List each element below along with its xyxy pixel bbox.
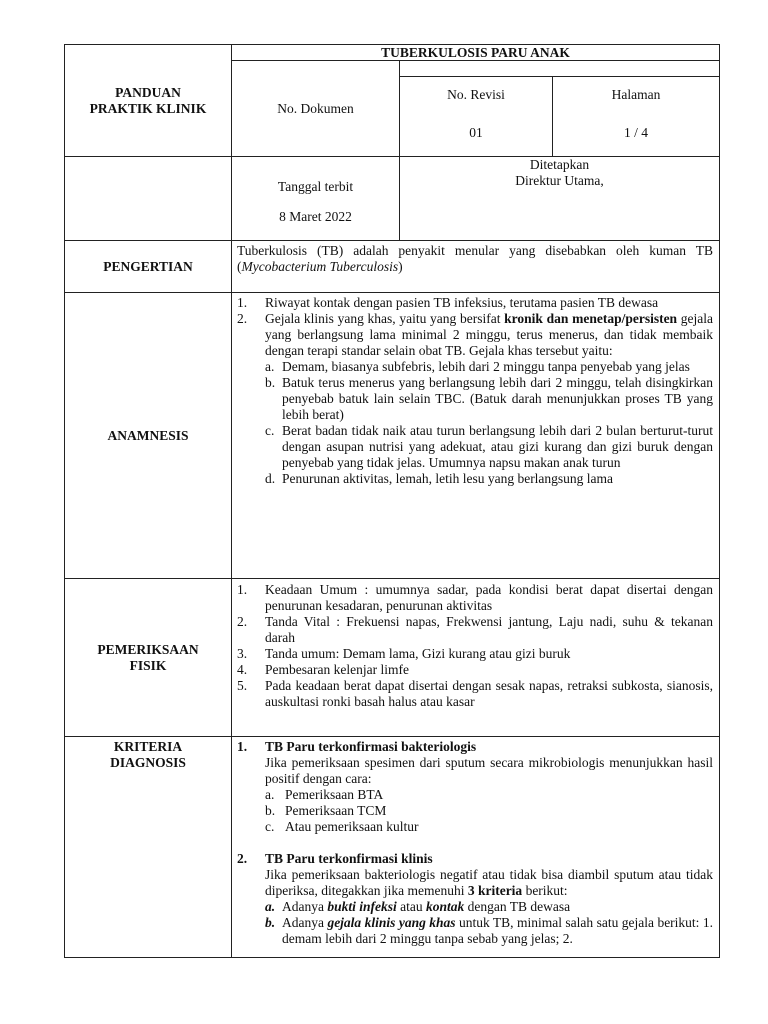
halaman-cell: [553, 77, 720, 157]
anamnesis-item-2a: Gejala klinis yang khas, yaitu yang bersifat: [265, 311, 505, 326]
tanggal-label: Tanggal terbit: [277, 178, 354, 194]
sub-item: a. Pemeriksaan BTA: [265, 787, 384, 802]
anamnesis-item-2-bold: kronik dan menetap/persisten: [504, 311, 678, 326]
pemeriksaan-content: [232, 579, 720, 737]
kriteria-label-cell: [65, 737, 232, 958]
pemeriksaan-label-cell: [65, 579, 232, 737]
empty-label-cell: [65, 157, 232, 241]
kriteria-content: [232, 737, 720, 958]
kriteria-list: [237, 739, 713, 947]
kriteria-sec1-sublist: [265, 787, 713, 835]
pemeriksaan-label-1: PEMERIKSAAN: [97, 641, 199, 657]
list-item: 1. TB Paru terkonfirmasi bakteriologis Jika pemeriksaan spesimen dari sputum secara mikrobiologis menunjukkan hasil positif dengan cara: a. Pemeriksaan BTA b. Pemeriksaan TCM c. Atau pemeriksaan kultur: [237, 739, 713, 834]
no-revisi-cell: [400, 77, 553, 157]
anamnesis-list: [237, 295, 713, 487]
anamnesis-item-2b: gejala yang berlangsung lama minimal 2 minggu, terus menerus, dan tidak membaik dengan terapi standar selain obat TB. Gejala khas tersebut yaitu:: [265, 311, 713, 358]
pengertian-label: PENGERTIAN: [103, 258, 193, 274]
halaman-value: 1 / 4: [623, 125, 648, 140]
no-revisi-value: 01: [469, 125, 483, 140]
no-dokumen-cell: [232, 61, 400, 157]
ditetapkan-line2: Direktur Utama,: [515, 173, 604, 188]
kriteria-label-2: DIAGNOSIS: [110, 755, 186, 770]
kriteria-label-1: KRITERIA: [113, 739, 183, 754]
clinical-guideline-table: [64, 44, 720, 958]
no-dokumen-label: No. Dokumen: [277, 100, 354, 116]
ditetapkan-cell: [400, 157, 720, 241]
pengertian-label-cell: [65, 241, 232, 293]
pemeriksaan-label-2: FISIK: [129, 657, 167, 673]
list-item: 2. Tanda Vital : Frekuensi napas, Frekwensi jantung, Laju nadi, suhu & tekanan darah: [237, 614, 713, 645]
anamnesis-label: ANAMNESIS: [107, 427, 189, 443]
pengertian-text-2: ): [398, 259, 403, 274]
list-item: 5. Pada keadaan berat dapat disertai dengan sesak napas, retraksi subkosta, sianosis, auskultasi ronki basah halus atau kasar: [237, 678, 713, 709]
anamnesis-item-1: Riwayat kontak dengan pasien TB infeksius, terutama pasien TB dewasa: [265, 295, 659, 310]
kriteria-sec2-title: TB Paru terkonfirmasi klinis: [265, 851, 433, 866]
sub-item: a. Demam, biasanya subfebris, lebih dari 2 minggu tanpa penyebab yang jelas: [265, 359, 690, 374]
kriteria-sec1-title: TB Paru terkonfirmasi bakteriologis: [265, 739, 477, 754]
pemeriksaan-list: [237, 582, 713, 710]
spacer-cell: [400, 61, 720, 77]
list-item: 2. Gejala klinis yang khas, yaitu yang bersifat kronik dan menetap/persisten gejala yang berlangsung lama minimal 2 minggu, terus menerus, dan tidak membaik dengan terapi standar selain obat TB. Gejala khas tersebut yaitu: a. Demam, biasanya subfebris, lebih dari 2 minggu tanpa penyebab yang jelas b. Batuk terus menerus yang berlangsung lebih dari 2 minggu, telah disingkirkan penyebab batuk lain selain TBC. (Batuk darah menunjukkan proses TB yang lebih berat) c. Berat badan tidak naik atau turun berlangsung lebih dari 2 bulan berturut-turut dengan asupan nutrisi yang adekuat, atau gizi kurang dan gizi buruk dengan penyebab yang tidak jelas. Umumnya napsu makan anak turun d. Penurunan aktivitas, lemah, letih lesu yang berlangsung lama: [237, 311, 713, 486]
no-revisi-label: No. Revisi: [447, 87, 505, 102]
list-item: 1. Keadaan Umum : umumnya sadar, pada kondisi berat dapat disertai dengan penurunan kesadaran, penurunan aktivitas: [237, 582, 713, 613]
anamnesis-sublist: [265, 359, 713, 487]
anamnesis-content: [232, 293, 720, 579]
sub-item: c. Atau pemeriksaan kultur: [265, 819, 419, 834]
kriteria-sec1-text: Jika pemeriksaan spesimen dari sputum secara mikrobiologis menunjukkan hasil positif dengan cara:: [265, 755, 713, 786]
list-item: 2. TB Paru terkonfirmasi klinis Jika pemeriksaan bakteriologis negatif atau tidak bisa diambil sputum atau tidak diperiksa, ditegakkan jika memenuhi 3 kriteria berikut: a. Adanya bukti infeksi atau kontak dengan TB dewasa b. Adanya gejala klinis yang khas untuk TB, minimal salah satu gejala berikut: 1. demam lebih dari 2 minggu tanpa sebab yang jelas; 2.: [237, 851, 713, 946]
pengertian-organism: Mycobacterium Tuberculosis: [241, 259, 399, 274]
sub-item: b. Batuk terus menerus yang berlangsung lebih dari 2 minggu, telah disingkirkan penyebab batuk lain selain TBC. (Batuk darah menunjukkan proses TB yang lebih berat): [265, 375, 713, 422]
sub-item: b. Adanya gejala klinis yang khas untuk TB, minimal salah satu gejala berikut: 1. demam lebih dari 2 minggu tanpa sebab yang jelas; 2.: [265, 915, 713, 946]
pengertian-content: [232, 241, 720, 293]
list-item: 4. Pembesaran kelenjar limfe: [237, 662, 409, 677]
halaman-label: Halaman: [611, 87, 661, 102]
sub-item: d. Penurunan aktivitas, lemah, letih lesu yang berlangsung lama: [265, 471, 614, 486]
ditetapkan-line1: Ditetapkan: [529, 157, 590, 172]
sub-item: b. Pemeriksaan TCM: [265, 803, 387, 818]
panduan-cell: [65, 45, 232, 157]
list-item: 1. Riwayat kontak dengan pasien TB infeksius, terutama pasien TB dewasa: [237, 295, 659, 310]
pengertian-text-1: Tuberkulosis (TB) adalah penyakit menular yang disebabkan oleh kuman TB (: [237, 243, 713, 274]
tanggal-cell: [232, 157, 400, 241]
sub-item: c. Berat badan tidak naik atau turun berlangsung lebih dari 2 bulan berturut-turut dengan asupan nutrisi yang adekuat, atau gizi kurang dan gizi buruk dengan penyebab yang tidak jelas. Umumnya napsu makan anak turun: [265, 423, 713, 470]
list-item: 3. Tanda umum: Demam lama, Gizi kurang atau gizi buruk: [237, 646, 571, 661]
document-title: TUBERKULOSIS PARU ANAK: [232, 45, 720, 61]
sub-item: a. Adanya bukti infeksi atau kontak dengan TB dewasa: [265, 899, 571, 914]
kriteria-sec2-sublist: [265, 899, 713, 947]
tanggal-value: 8 Maret 2022: [279, 208, 352, 224]
section-label: PANDUAN PRAKTIK KLINIK: [89, 84, 207, 116]
anamnesis-label-cell: [65, 293, 232, 579]
